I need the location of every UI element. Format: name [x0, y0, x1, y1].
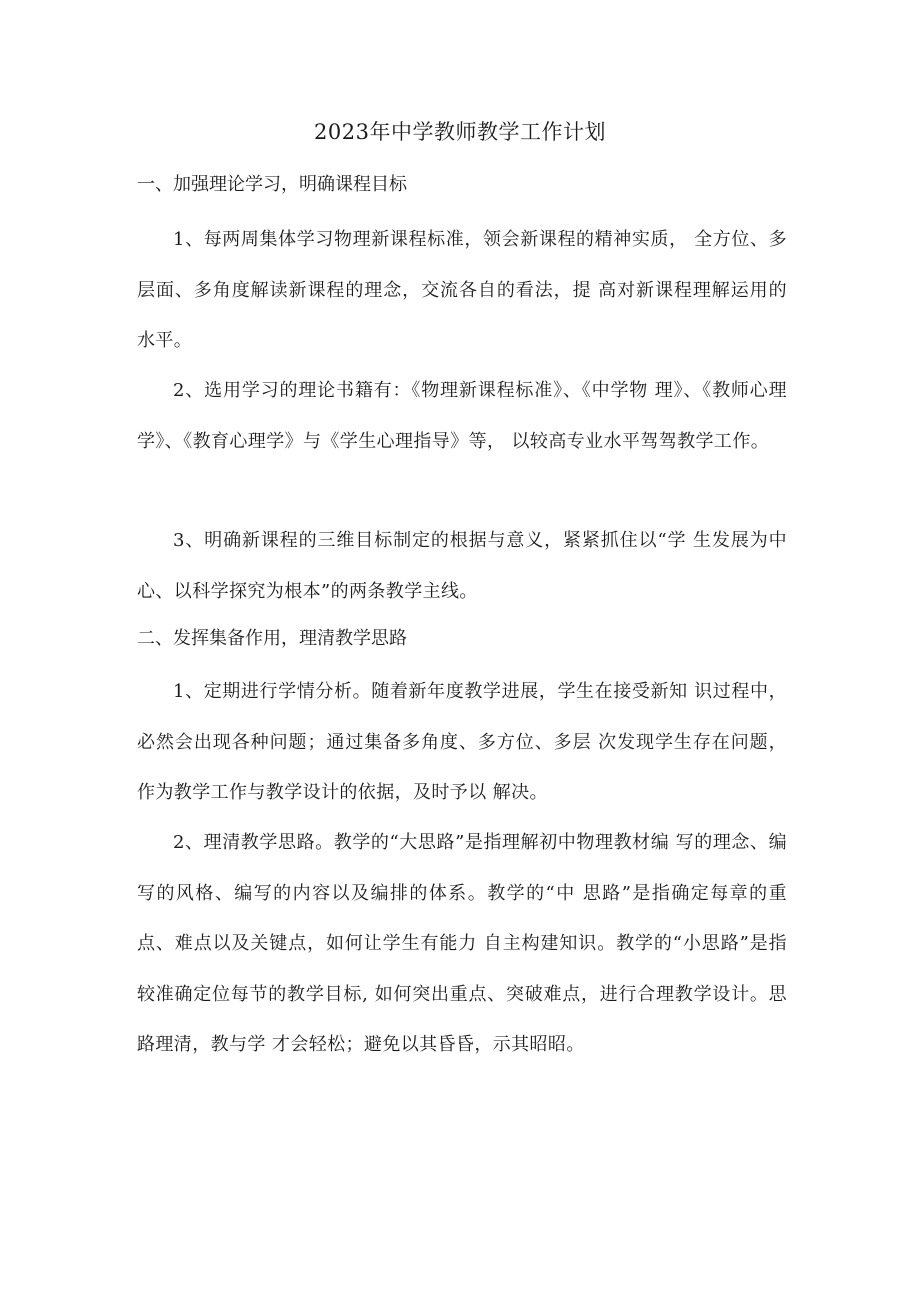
paragraph-1-1: 1、每两周集体学习物理新课程标准，领会新课程的精神实质， 全方位、多层面、多角度解读新课程的理念，交流各自的看法，提 高对新课程理解运用的水平。 — [137, 229, 787, 351]
paragraph-1-3: 3、明确新课程的三维目标制定的根据与意义，紧紧抓住以“学 生发展为中心、以科学探究为根本”的两条教学主线。 — [137, 530, 787, 602]
paragraph-2-1: 1、定期进行学情分析。随着新年度教学进展，学生在接受新知 识过程中，必然会出现各种问题；通过集备多角度、多方位、多层 次发现学生存在问题，作为教学工作与教学设计的依据，及时予以 解决。 — [137, 681, 787, 803]
section-heading-1: 一、加强理论学习，明确课程目标 — [137, 174, 407, 195]
document-title: 2023年中学教师教学工作计划 — [314, 120, 606, 144]
paragraph-2-2: 2、理清教学思路。教学的“大思路”是指理解初中物理教材编 写的理念、编写的风格、编写的内容以及编排的体系。教学的“中 思路”是指确定每章的重点、难点以及关键点，如何让学生有能力 自主构建知识。教学的“小思路”是指较准确定位每节的教学目标, 如何突出重点、突破难点，进行合理教学设计。思路理清，教与学 才会轻松；避免以其昏昏，示其昭昭。 — [137, 832, 787, 1055]
section-heading-2: 二、发挥集备作用，理清教学思路 — [137, 628, 407, 649]
paragraph-1-2: 2、选用学习的理论书籍有：《物理新课程标准》、《中学物 理》、《教师心理学》、《教育心理学》与《学生心理指导》等， 以较高专业水平驾驾教学工作。 — [137, 380, 787, 452]
